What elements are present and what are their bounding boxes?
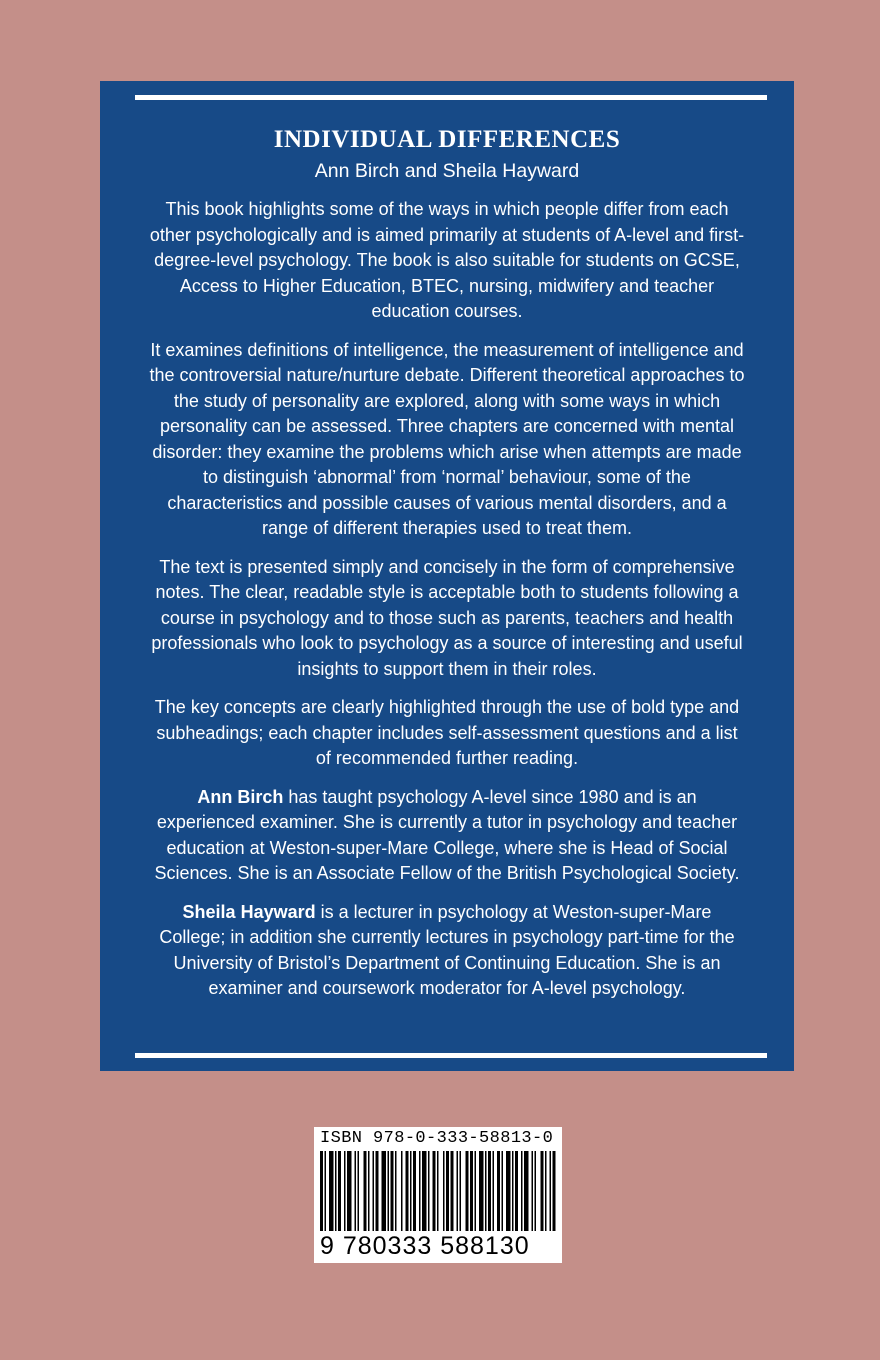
barcode-bar	[466, 1151, 469, 1231]
blurb-paragraph-4: The key concepts are clearly highlighted through the use of bold type and subheadings; each chapter includes self-assessment questions and a list of recommended further reading.	[154, 697, 740, 768]
book-authors: Ann Birch and Sheila Hayward	[314, 160, 580, 182]
blurb-paragraph-2: It examines definitions of intelligence, the measurement of intelligence and the controversial nature/nurture debate. Different theoretical approaches to the study of personality are explored, along with some ways in which personality can be assessed. Three chapters are concerned with mental disorder: they examine the problems which arise when attempts are made to distinguish ‘abnormal’ from ‘normal’ behaviour, some of the characteristics and possible causes of various mental disorders, and a range of different therapies used to treat them.	[149, 339, 745, 538]
barcode-bar	[512, 1151, 514, 1231]
barcode-bar	[506, 1151, 511, 1231]
back-cover-panel	[100, 81, 794, 1071]
top-rule	[135, 95, 767, 100]
barcode-bar	[446, 1151, 449, 1231]
barcode-bar	[515, 1151, 518, 1231]
barcode-bar	[364, 1151, 367, 1231]
blurb-paragraph-3: The text is presented simply and concisely in the form of comprehensive notes. The clear, readable style is acceptable both to students following a course in psychology and to those such as parents, teachers and health professionals who look to psychology as a source of interesting and useful insights to support them in their roles.	[151, 556, 743, 679]
barcode-bar	[470, 1151, 473, 1231]
barcode-bar	[493, 1151, 495, 1231]
barcode-bar	[475, 1151, 477, 1231]
barcode-bar	[388, 1151, 390, 1231]
barcode-bar	[338, 1151, 341, 1231]
barcode-bar	[410, 1151, 412, 1231]
barcode-bar	[524, 1151, 529, 1231]
barcode-bar	[553, 1151, 556, 1231]
author-name: Ann Birch	[197, 786, 284, 807]
barcode-bar	[376, 1151, 379, 1231]
barcode-bar	[428, 1151, 430, 1231]
barcode-bars	[318, 1151, 558, 1235]
barcode-bar	[358, 1151, 360, 1231]
author-bio-text: has taught psychology A-level since 1980 and is an experienced examiner. She is currently a tutor in psychology and teacher education at Weston-super-Mare College, where she is Head of Social Sciences. She is an Associate Fellow of the British Psychological Society.	[154, 786, 740, 883]
barcode-bar	[451, 1151, 454, 1231]
bottom-rule	[135, 1053, 767, 1058]
barcode-bar	[320, 1151, 323, 1231]
isbn-barcode	[314, 1127, 562, 1263]
book-title: INDIVIDUAL DIFFERENCES	[273, 126, 621, 153]
barcode-bar	[443, 1151, 445, 1231]
barcode-bar	[485, 1151, 487, 1231]
barcode-bar	[419, 1151, 421, 1231]
barcode-bar	[347, 1151, 352, 1231]
barcode-bar	[335, 1151, 337, 1231]
barcode-bar	[413, 1151, 416, 1231]
barcode-bar	[395, 1151, 397, 1231]
barcode-bar	[488, 1151, 491, 1231]
author-bio-hayward	[148, 900, 746, 1002]
barcode-bar	[502, 1151, 504, 1231]
barcode-bar	[541, 1151, 544, 1231]
blurb	[148, 197, 746, 1015]
barcode-bar	[406, 1151, 409, 1231]
barcode-bar	[422, 1151, 427, 1231]
barcode-bar	[437, 1151, 439, 1231]
barcode-bar	[457, 1151, 459, 1231]
barcode-bar	[521, 1151, 523, 1231]
barcode-digits: 9 780333 588130	[320, 1232, 530, 1260]
barcode-bar	[368, 1151, 370, 1231]
barcode-bar	[532, 1151, 534, 1231]
barcode-bar	[391, 1151, 394, 1231]
barcode-bar	[545, 1151, 547, 1231]
barcode-bar	[401, 1151, 403, 1231]
barcode-bar	[355, 1151, 357, 1231]
barcode-bar	[535, 1151, 537, 1231]
isbn-label: ISBN 978-0-333-58813-0	[320, 1129, 554, 1148]
author-bio-text: is a lecturer in psychology at Weston-super-Mare College; in addition she currently lectures in psychology part-time for the University of Bristol’s Department of Continuing Education. She is an examiner and coursework moderator for A-level psychology.	[159, 901, 735, 998]
author-bio-birch	[148, 785, 746, 887]
barcode-bar	[433, 1151, 436, 1231]
barcode-bar	[373, 1151, 375, 1231]
barcode-bar	[497, 1151, 500, 1231]
barcode-bar	[550, 1151, 552, 1231]
barcode-bar	[460, 1151, 462, 1231]
author-name: Sheila Hayward	[182, 901, 316, 922]
barcode-bar	[479, 1151, 484, 1231]
barcode-bar	[382, 1151, 387, 1231]
barcode-bar	[325, 1151, 327, 1231]
barcode-bar	[329, 1151, 334, 1231]
barcode-bar	[344, 1151, 346, 1231]
blurb-paragraph-1: This book highlights some of the ways in which people differ from each other psychologically and is aimed primarily at students of A-level and first-degree-level psychology. The book is also suitable for students on GCSE, Access to Higher Education, BTEC, nursing, midwifery and teacher education courses.	[149, 199, 745, 321]
